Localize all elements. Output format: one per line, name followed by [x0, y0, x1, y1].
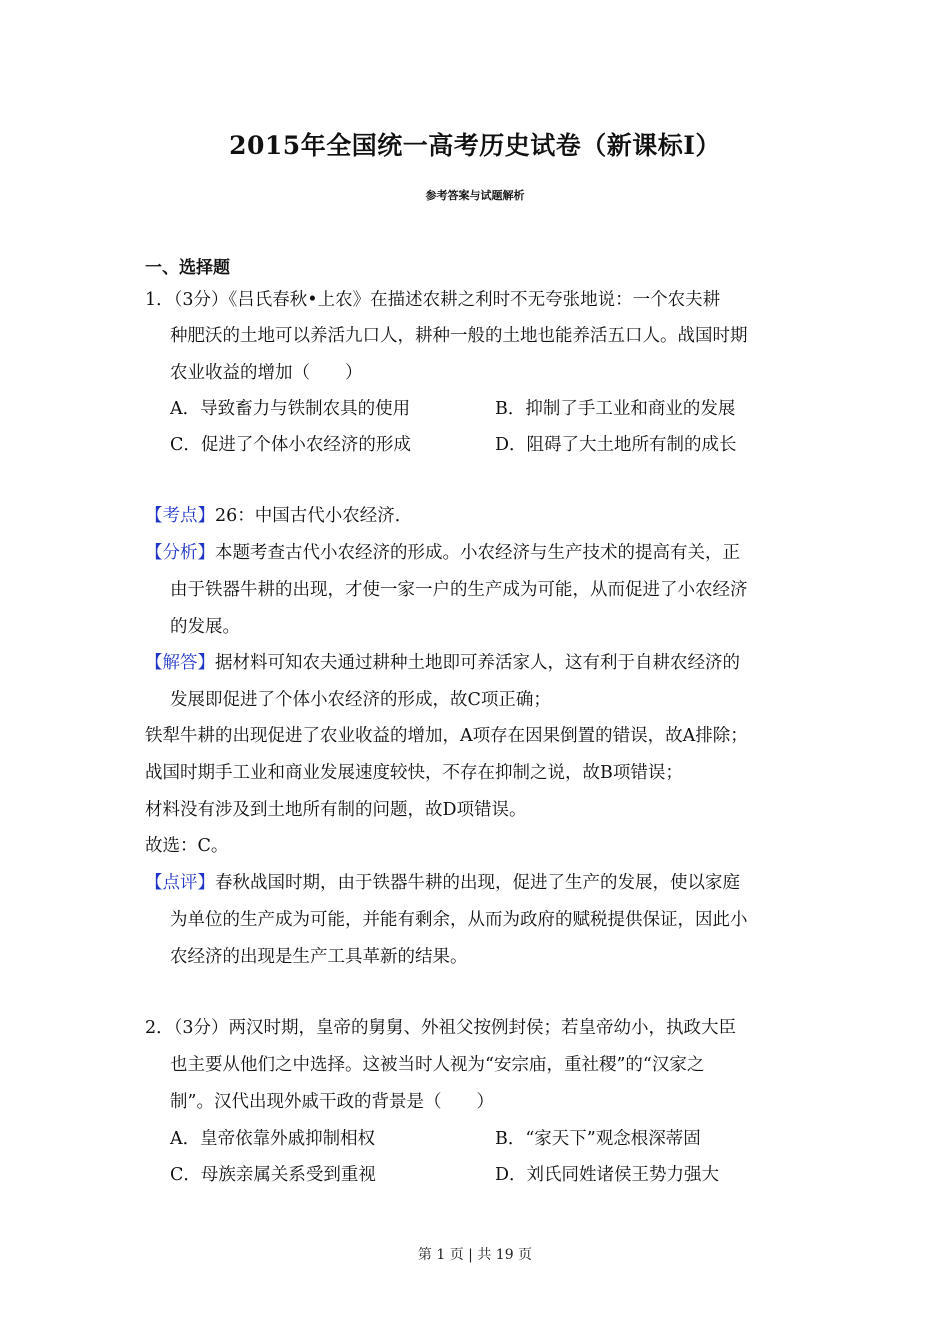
- option-c: C．母族亲属关系受到重视: [170, 1165, 376, 1185]
- jieda-text: 材料没有涉及到土地所有制的问题，故D项错误。: [145, 800, 527, 820]
- jieda-text: 铁犁牛耕的出现促进了农业收益的增加，A项存在因果倒置的错误，故A排除；: [145, 726, 748, 746]
- fenxi-text: 由于铁器牛耕的出现，才使一家一户的生产成为可能，从而促进了小农经济: [170, 580, 748, 600]
- option-a: A．皇帝依靠外戚抑制相权: [170, 1129, 376, 1149]
- jieda-answer: 故选：C。: [145, 836, 229, 856]
- question-stem: 也主要从他们之中选择。这被当时人视为“安宗庙，重社稷”的“汉家之: [170, 1055, 705, 1075]
- question-2-first-line: [145, 1016, 736, 1040]
- document-subtitle: 参考答案与试题解析: [425, 189, 525, 202]
- jieda-text: 据材料可知农夫通过耕种土地即可养活家人，这有利于自耕农经济的: [215, 653, 740, 673]
- fenxi: [145, 541, 740, 565]
- question-stem: （3分）《吕氏春秋•上农》在描述农耕之利时不无夸张地说：一个农夫耕: [173, 290, 721, 310]
- dianping-label: 【点评】: [145, 873, 215, 893]
- kaodian-label: 【考点】: [145, 506, 215, 526]
- option-c: C．促进了个体小农经济的形成: [170, 435, 411, 455]
- dianping-text: 农经济的出现是生产工具革新的结果。: [170, 947, 468, 967]
- dianping-text: 为单位的生产成为可能，并能有剩余，从而为政府的赋税提供保证，因此小: [170, 910, 748, 930]
- question-number: 1．: [145, 290, 174, 310]
- fenxi-label: 【分析】: [145, 543, 215, 563]
- page-footer: 第 1 页 | 共 19 页: [417, 1247, 533, 1263]
- fenxi-text: 的发展。: [170, 617, 240, 637]
- fenxi-text: 本题考查古代小农经济的形成。小农经济与生产技术的提高有关，正: [215, 543, 740, 563]
- kaodian-text: 26：中国古代小农经济．: [215, 506, 413, 526]
- question-number: 2．: [145, 1018, 174, 1038]
- option-a: A．导致畜力与铁制农具的使用: [170, 399, 411, 419]
- question-1-first-line: [145, 288, 720, 312]
- question-stem: 制”。汉代出现外戚干政的背景是（ ）: [170, 1092, 494, 1112]
- jieda-text: 发展即促进了个体小农经济的形成，故C项正确；: [170, 690, 551, 710]
- jieda: [145, 651, 740, 675]
- option-b: B．抑制了手工业和商业的发展: [495, 399, 736, 419]
- question-stem: （3分）两汉时期，皇帝的舅舅、外祖父按例封侯；若皇帝幼小，执政大臣: [173, 1018, 737, 1038]
- question-stem: 农业收益的增加（ ）: [170, 363, 363, 383]
- jieda-label: 【解答】: [145, 653, 215, 673]
- option-d: D．阻碍了大土地所有制的成长: [495, 435, 737, 455]
- document-title: 2015年全国统一高考历史试卷（新课标Ⅰ）: [229, 131, 721, 160]
- dianping: [145, 871, 740, 895]
- section-heading: 一、选择题: [145, 258, 230, 278]
- option-d: D．刘氏同姓诸侯王势力强大: [495, 1165, 720, 1185]
- jieda-text: 战国时期手工业和商业发展速度较快，不存在抑制之说，故B项错误；: [145, 763, 683, 783]
- dianping-text: 春秋战国时期，由于铁器牛耕的出现，促进了生产的发展，使以家庭: [215, 873, 740, 893]
- question-stem: 种肥沃的土地可以养活九口人，耕种一般的土地也能养活五口人。战国时期: [170, 326, 748, 346]
- option-b: B．“家天下”观念根深蒂固: [495, 1129, 701, 1149]
- kaodian: [145, 504, 412, 528]
